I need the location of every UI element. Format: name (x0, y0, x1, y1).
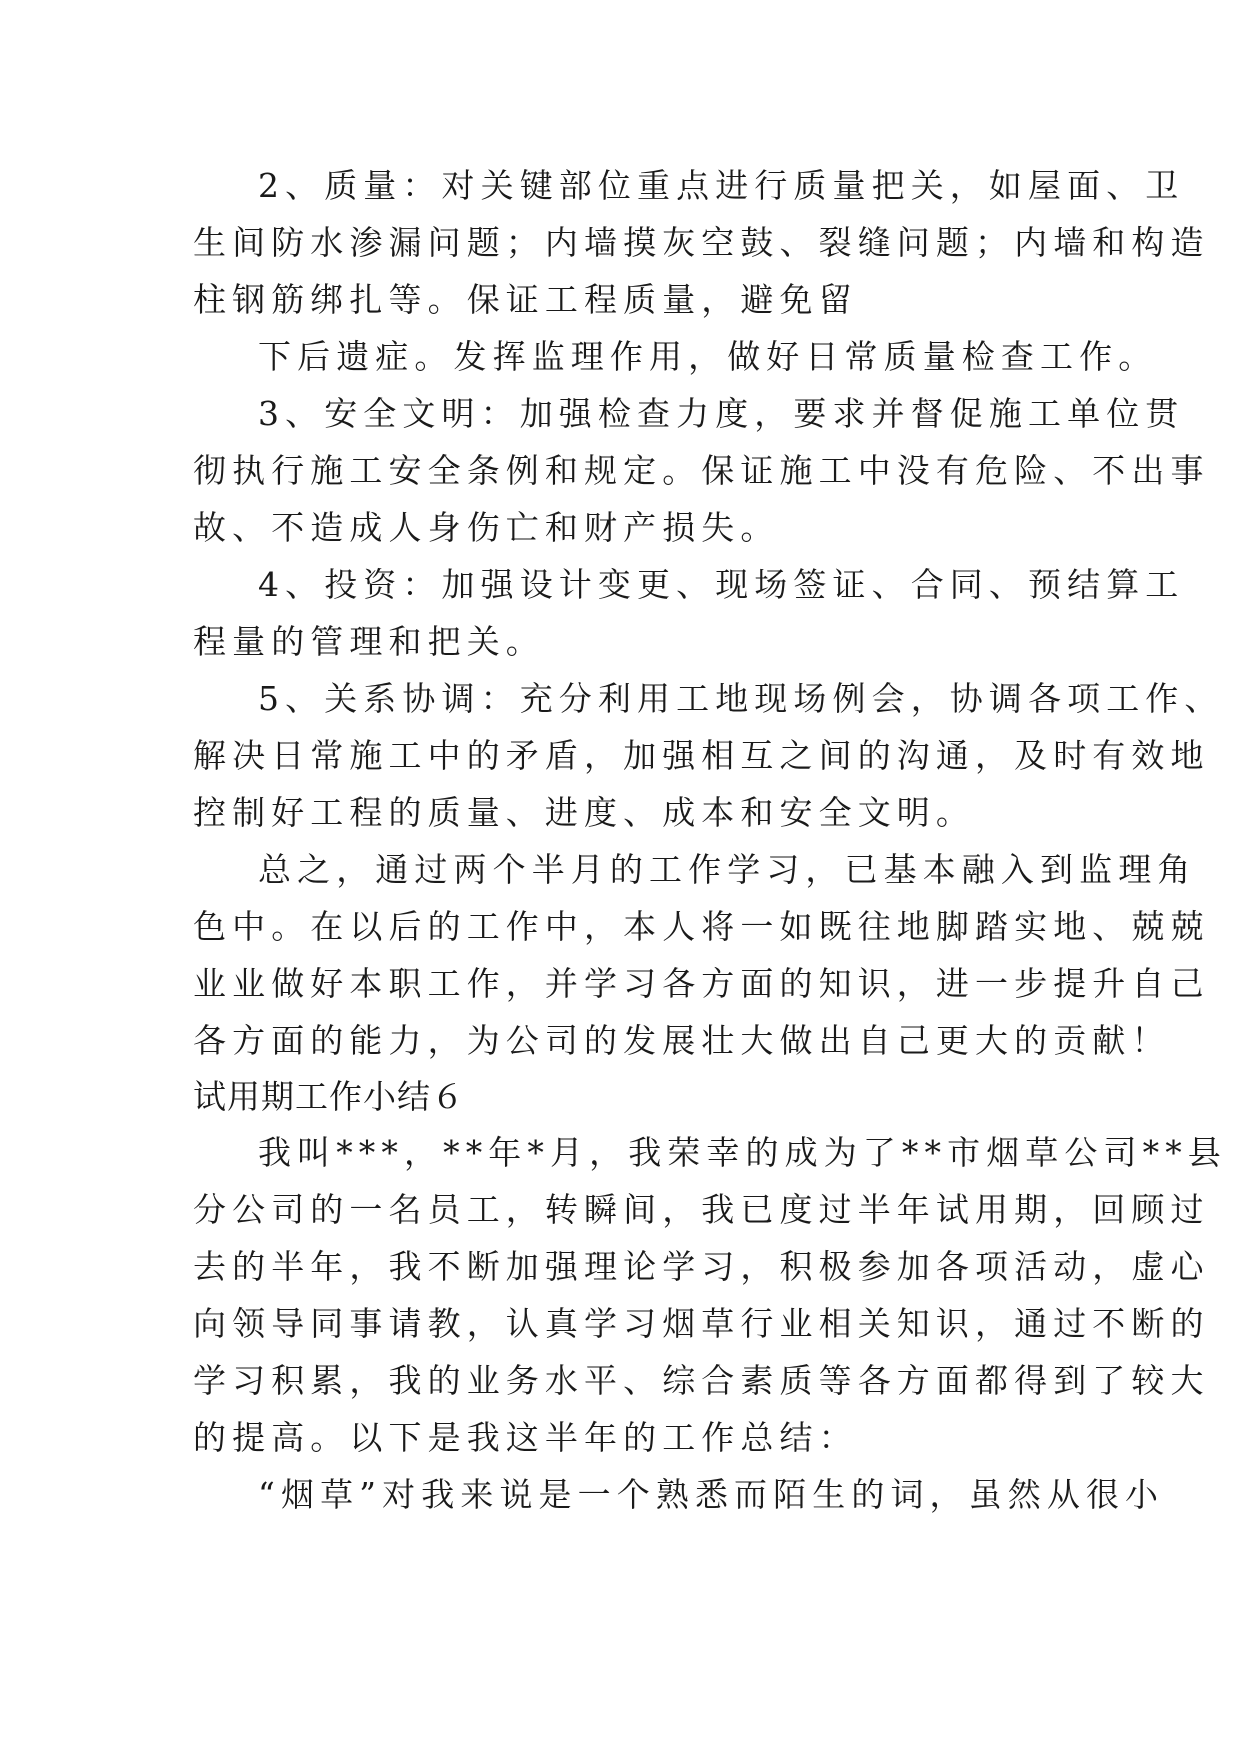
paragraph-intro-line-6: 的提高。以下是我这半年的工作总结： (193, 1418, 858, 1457)
section-heading: 试用期工作小结６ (193, 1077, 465, 1116)
paragraph-quality-line-1: 2、质量：对关键部位重点进行质量把关，如屋面、卫 (258, 166, 1185, 205)
paragraph-summary-line-3: 业业做好本职工作，并学习各方面的知识，进一步提升自己 (193, 964, 1210, 1003)
paragraph-investment-line-2: 程量的管理和把关。 (193, 622, 545, 661)
paragraph-intro-line-2: 分公司的一名员工，转瞬间，我已度过半年试用期，回顾过 (193, 1190, 1210, 1229)
paragraph-safety-line-1: 3、安全文明：加强检查力度，要求并督促施工单位贯 (258, 394, 1185, 433)
paragraph-intro-line-1: 我叫***，**年*月，我荣幸的成为了**市烟草公司**县 (258, 1133, 1227, 1172)
paragraph-summary-line-1: 总之，通过两个半月的工作学习，已基本融入到监理角 (258, 850, 1197, 889)
paragraph-coordination-line-3: 控制好工程的质量、进度、成本和安全文明。 (193, 793, 975, 832)
paragraph-summary-line-2: 色中。在以后的工作中，本人将一如既往地脚踏实地、兢兢 (193, 907, 1210, 946)
paragraph-coordination-line-1: 5、关系协调：充分利用工地现场例会，协调各项工作、 (258, 679, 1224, 718)
paragraph-quality-line-3: 柱钢筋绑扎等。保证工程质量，避免留 (193, 280, 858, 319)
paragraph-safety-line-3: 故、不造成人身伤亡和财产损失。 (193, 508, 780, 547)
paragraph-intro-line-4: 向领导同事请教，认真学习烟草行业相关知识，通过不断的 (193, 1304, 1210, 1343)
paragraph-quality-line-2: 生间防水渗漏问题；内墙摸灰空鼓、裂缝问题；内墙和构造 (193, 223, 1210, 262)
paragraph-safety-line-2: 彻执行施工安全条例和规定。保证施工中没有危险、不出事 (193, 451, 1210, 490)
paragraph-coordination-line-2: 解决日常施工中的矛盾，加强相互之间的沟通，及时有效地 (193, 736, 1210, 775)
paragraph-investment-line-1: 4、投资：加强设计变更、现场签证、合同、预结算工 (258, 565, 1185, 604)
paragraph-summary-line-4: 各方面的能力，为公司的发展壮大做出自己更大的贡献！ (193, 1021, 1171, 1060)
paragraph-quality-line-4: 下后遗症。发挥监理作用，做好日常质量检查工作。 (258, 337, 1158, 376)
paragraph-intro-line-3: 去的半年，我不断加强理论学习，积极参加各项活动，虚心 (193, 1247, 1210, 1286)
paragraph-intro-line-5: 学习积累，我的业务水平、综合素质等各方面都得到了较大 (193, 1361, 1210, 1400)
paragraph-tobacco-line-1: “烟草”对我来说是一个熟悉而陌生的词，虽然从很小 (258, 1475, 1165, 1514)
